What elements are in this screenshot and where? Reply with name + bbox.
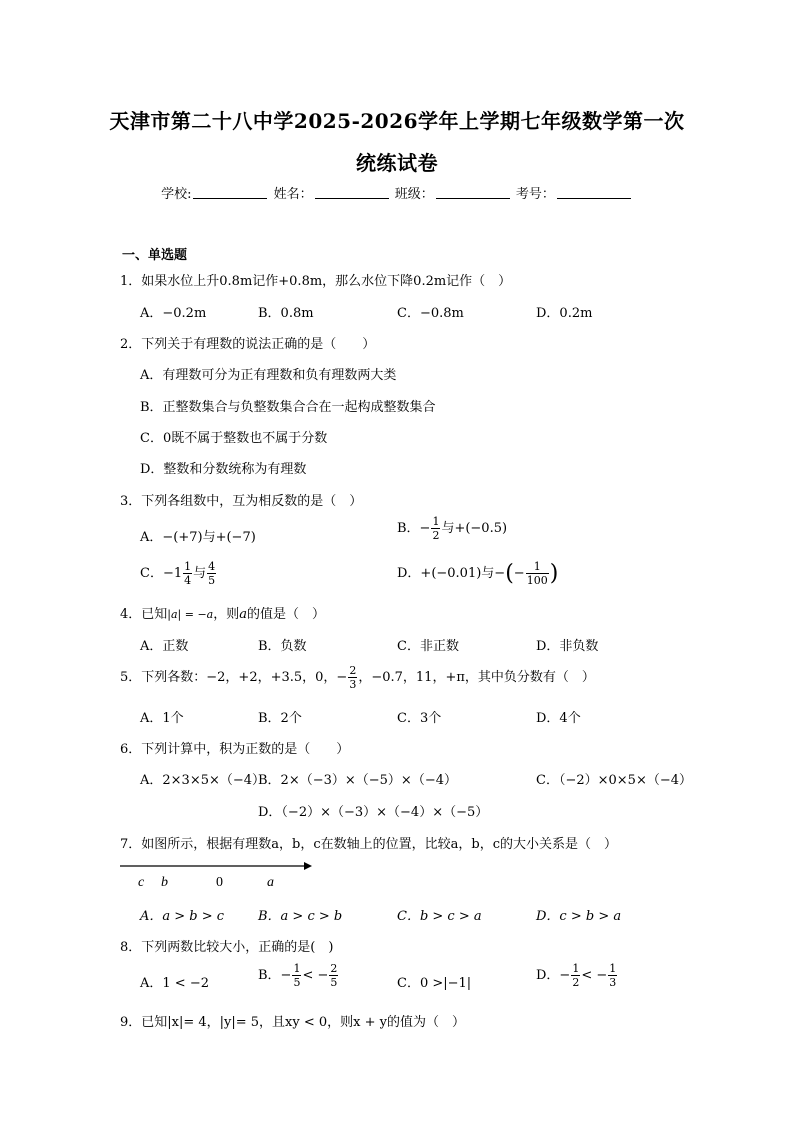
q8-d-num1: 1 [572, 962, 580, 975]
q6-option-d: D．（−2）×（−3）×（−4）×（−5） [258, 805, 489, 820]
q8-option-b [258, 962, 339, 989]
name-label: 姓名： [273, 187, 313, 202]
q8-b-den1: 5 [293, 976, 301, 989]
number-blank[interactable] [557, 186, 631, 199]
q7-option-c: C．b > c > a [397, 909, 482, 924]
q5-frac-den: 3 [349, 678, 357, 691]
q1-option-c: C．−0.8m [397, 306, 464, 321]
axis-label-a: a [267, 875, 274, 890]
q5-stem [120, 664, 595, 691]
q1-stem: 1．如果水位上升0.8m记作+0.8m，那么水位下降0.2m记作（ ） [120, 274, 512, 289]
school-label: 学校: [161, 187, 192, 202]
q6-option-a: A．2×3×5×（−4） [140, 773, 266, 788]
q3-option-a: A．−(+7)与+(−7) [140, 530, 256, 545]
q8-option-c: C．0 >|−1| [397, 976, 472, 991]
q3-c-num2: 4 [208, 560, 216, 573]
q4-stem-post: ，则 [213, 607, 240, 622]
q3-d-fraction [526, 560, 549, 587]
exam-title-line1: 天津市第二十八中学2025-2026学年上学期七年级数学第一次 [109, 109, 685, 133]
q8-b-mid: < − [302, 968, 329, 983]
number-line-figure [118, 858, 318, 894]
q3-d-den: 100 [526, 574, 548, 587]
q1-option-a: A．−0.2m [140, 306, 207, 321]
q4-option-b: B．负数 [258, 639, 307, 654]
q4-option-d: D．非负数 [536, 639, 599, 654]
axis-label-zero: 0 [216, 875, 223, 890]
school-blank[interactable] [193, 186, 267, 199]
q3-c-num1: 1 [184, 560, 192, 573]
q5-option-c: C．3个 [397, 711, 442, 726]
q8-b-num1: 1 [293, 962, 301, 975]
q3-d-num: 1 [526, 560, 549, 574]
exam-title-line2: 统练试卷 [356, 151, 438, 175]
q7-option-a: A．a > b > c [140, 909, 225, 924]
q4-stem-var: a [239, 607, 248, 622]
q5-option-b: B．2个 [258, 711, 302, 726]
q3-c-prefix: C．−1 [140, 566, 183, 581]
axis-label-c: c [138, 875, 145, 890]
q2-option-a: A．有理数可分为正有理数和负有理数两大类 [140, 368, 397, 383]
q4-stem-pre: 4．已知 [120, 607, 168, 622]
q3-c-fraction1 [183, 560, 192, 587]
q4-stem [120, 603, 325, 622]
q4-option-c: C．非正数 [397, 639, 459, 654]
q8-d-num2: 1 [609, 962, 617, 975]
q3-option-c [140, 560, 217, 587]
q8-b-prefix: B．− [258, 968, 292, 983]
q8-b-den2: 5 [330, 976, 338, 989]
axis-label-b: b [161, 875, 168, 890]
q3-b-den: 2 [432, 529, 440, 542]
q8-b-fraction2 [329, 962, 338, 989]
q1-option-d: D．0.2m [536, 306, 593, 321]
q5-option-d: D．4个 [536, 711, 581, 726]
q8-option-a: A．1 < −2 [140, 976, 209, 991]
q3-d-prefix: D．+(−0.01)与− [397, 566, 506, 581]
q5-option-a: A．1个 [140, 711, 184, 726]
q2-option-c: C．0既不属于整数也不属于分数 [140, 431, 328, 446]
q5-stem-post: ，−0.7，11，+π，其中负分数有（ ） [358, 670, 595, 685]
q8-stem: 8．下列两数比较大小，正确的是( ) [120, 940, 334, 955]
q5-fraction [348, 664, 357, 691]
q3-b-prefix: B．− [397, 521, 431, 536]
q3-c-fraction2 [207, 560, 216, 587]
q3-d-close-paren: ) [549, 561, 559, 586]
q4-stem-math: |a| = −a [167, 608, 214, 621]
q8-d-den2: 3 [609, 976, 617, 989]
number-label: 考号： [515, 187, 555, 202]
q8-d-prefix: D．− [536, 968, 571, 983]
q6-stem: 6．下列计算中，积为正数的是（ ） [120, 742, 350, 757]
q7-option-b: B．a > c > b [258, 909, 343, 924]
q2-option-b: B．正整数集合与负整数集合合在一起构成整数集合 [140, 400, 436, 415]
q7-option-d: D．c > b > a [536, 909, 622, 924]
student-info-line [0, 183, 794, 202]
q3-c-mid: 与 [193, 566, 207, 581]
q3-b-fraction [431, 515, 440, 542]
number-line-arrow [304, 862, 312, 870]
q8-b-fraction1 [292, 962, 301, 989]
q8-b-num2: 2 [330, 962, 338, 975]
q9-stem: 9．已知|x|= 4，|y|= 5，且xy < 0，则x + y的值为（ ） [120, 1015, 465, 1030]
q8-d-den1: 2 [572, 976, 580, 989]
q3-b-num: 1 [432, 515, 440, 528]
q5-stem-pre: 5．下列各数：−2，+2，+3.5，0，− [120, 670, 348, 685]
section-heading: 一、单选题 [122, 248, 188, 263]
q1-option-b: B．0.8m [258, 306, 314, 321]
q2-stem: 2．下列关于有理数的说法正确的是（ ） [120, 337, 376, 352]
q3-d-minus: − [513, 566, 525, 581]
q8-d-fraction2 [608, 962, 617, 989]
q8-option-d [536, 962, 618, 989]
q3-stem: 3．下列各组数中，互为相反数的是（ ） [120, 494, 363, 509]
q8-d-mid: < − [581, 968, 608, 983]
q4-option-a: A．正数 [140, 639, 189, 654]
q6-option-b: B．2×（−3）×（−5）×（−4） [258, 773, 457, 788]
q8-d-fraction1 [571, 962, 580, 989]
q2-option-d: D．整数和分数统称为有理数 [140, 462, 307, 477]
q5-frac-num: 2 [349, 664, 357, 677]
q3-option-b [397, 515, 507, 542]
q3-option-d [397, 560, 558, 587]
q3-b-suffix: 与+(−0.5) [441, 521, 508, 536]
q3-c-den2: 5 [208, 574, 216, 587]
class-label: 班级： [394, 187, 434, 202]
class-blank[interactable] [436, 186, 510, 199]
q3-c-den1: 4 [184, 574, 192, 587]
name-blank[interactable] [315, 186, 389, 199]
q6-option-c: C．（−2）×0×5×（−4） [536, 773, 692, 788]
q7-stem: 7．如图所示，根据有理数a，b，c在数轴上的位置，比较a，b，c的大小关系是（ ） [120, 837, 617, 852]
q4-stem-end: 的值是（ ） [247, 607, 326, 622]
q3-d-open-paren: ( [505, 561, 514, 586]
